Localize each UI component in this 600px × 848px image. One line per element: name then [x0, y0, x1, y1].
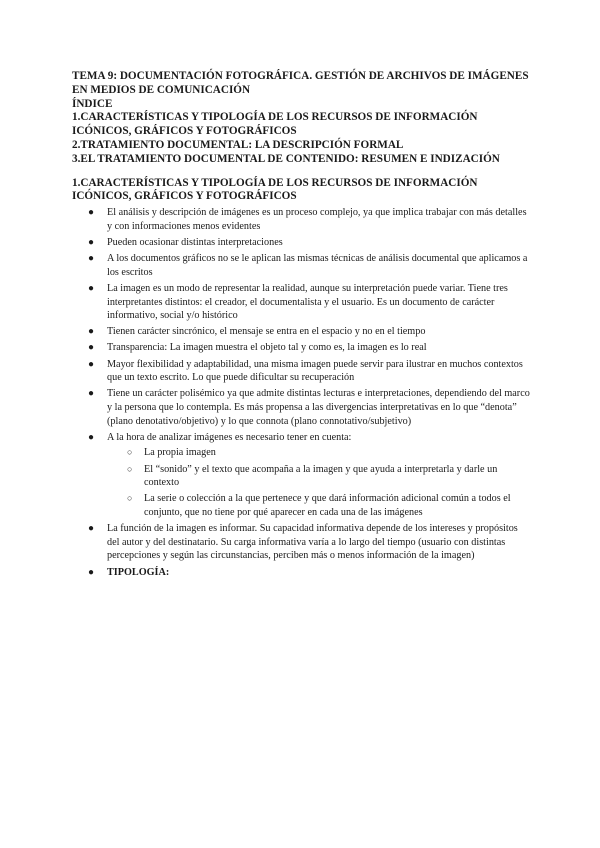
bullet-icon: ● [88, 388, 95, 400]
sub-bullet-icon: ○ [127, 463, 133, 474]
sub-bullet-icon: ○ [127, 493, 133, 504]
bullet-icon: ● [88, 342, 95, 354]
sub-list-item [107, 463, 532, 490]
list-item-text: Pueden ocasionar distintas interpretaciones [107, 236, 283, 248]
list-item [72, 341, 532, 355]
bullet-icon: ● [88, 282, 95, 294]
sub-bullet-icon: ○ [127, 447, 133, 458]
list-item [72, 282, 532, 323]
list-item [72, 236, 532, 250]
bullet-icon: ● [88, 207, 95, 219]
sub-bullet-list [107, 446, 532, 519]
index-item-3: 3.EL TRATAMIENTO DOCUMENTAL DE CONTENIDO: RESUMEN E INDIZACIÓN [72, 152, 500, 165]
list-item-text: El análisis y descripción de imágenes es un proceso complejo, ya que implica trabajar con más detalles y con informaciones menos evidentes [107, 207, 527, 232]
bullet-list [72, 206, 532, 579]
list-item [72, 566, 532, 580]
bullet-icon: ● [88, 431, 95, 443]
list-item-text: La función de la imagen es informar. Su capacidad informativa depende de los intereses y propósitos del autor y del destinatario. Su carga informativa varía a lo largo del tiempo (usuario con distintas percepciones y según las circunstancias, perciben más o menos información de la imagen) [107, 523, 518, 562]
list-item [72, 252, 532, 279]
list-item [72, 431, 532, 520]
list-item-text: Mayor flexibilidad y adaptabilidad, una misma imagen puede servir para ilustrar en muchos contextos que un texto escrito. Lo que puede dificultar su recuperación [107, 358, 523, 384]
bullet-icon: ● [88, 523, 95, 535]
document-title: TEMA 9: DOCUMENTACIÓN FOTOGRÁFICA. GESTIÓN DE ARCHIVOS DE IMÁGENES EN MEDIOS DE COMUNICACIÓN [72, 70, 529, 96]
sub-list-item [107, 446, 532, 460]
list-item-text: Tiene un carácter polisémico ya que admite distintas lecturas e interpretaciones, dependiendo del marco y la persona que lo contempla. Es más propensa a las divergencias interpretativas en lo que “denota” (plano denotativo/objetivo) y lo que connota (plano connotativo/subjetivo) [107, 388, 530, 427]
list-item-text: A los documentos gráficos no se le aplican las mismas técnicas de análisis documental que aplicamos a los escritos [107, 253, 528, 278]
sub-list-item-text: La serie o colección a la que pertenece y que dará información adicional común a todos el conjunto, que no tiene por qué aparecer en cada una de las imágenes [144, 493, 511, 518]
list-item-text: Transparencia: La imagen muestra el objeto tal y como es, la imagen es lo real [107, 342, 427, 354]
sub-list-item [107, 492, 532, 519]
bullet-icon: ● [88, 326, 95, 338]
index-item-1: 1.CARACTERÍSTICAS Y TIPOLOGÍA DE LOS RECURSOS DE INFORMACIÓN ICÓNICOS, GRÁFICOS Y FOTOGRÁFICOS [72, 111, 478, 138]
list-item [72, 206, 532, 233]
tipologia-heading: TIPOLOGÍA: [107, 566, 170, 578]
bullet-icon: ● [88, 358, 95, 370]
index-item-2: 2.TRATAMIENTO DOCUMENTAL: LA DESCRIPCIÓN FORMAL [72, 138, 404, 151]
list-item-text: A la hora de analizar imágenes es necesario tener en cuenta: [107, 431, 352, 443]
list-item [72, 358, 532, 385]
list-item-text: La imagen es un modo de representar la realidad, aunque su interpretación puede variar. Tiene tres interpretantes distintos: el creador, el documentalista y el usuario. Es un documento de carácter informativo, social y/o histórico [107, 282, 508, 322]
list-item [72, 325, 532, 339]
bullet-icon: ● [88, 236, 95, 248]
list-item [72, 387, 532, 428]
bullet-icon: ● [88, 566, 95, 578]
bullet-icon: ● [88, 253, 95, 265]
sub-list-item-text: La propia imagen [144, 447, 216, 459]
document-content [72, 70, 532, 582]
section-1-heading: 1.CARACTERÍSTICAS Y TIPOLOGÍA DE LOS RECURSOS DE INFORMACIÓN ICÓNICOS, GRÁFICOS Y FOTOGRÁFICOS [72, 176, 478, 203]
list-item [72, 522, 532, 563]
list-item-text: Tienen carácter sincrónico, el mensaje se entra en el espacio y no en el tiempo [107, 326, 426, 338]
sub-list-item-text: El “sonido” y el texto que acompaña a la imagen y que ayuda a interpretarla y darle un contexto [144, 463, 498, 489]
index-heading: ÍNDICE [72, 97, 113, 110]
